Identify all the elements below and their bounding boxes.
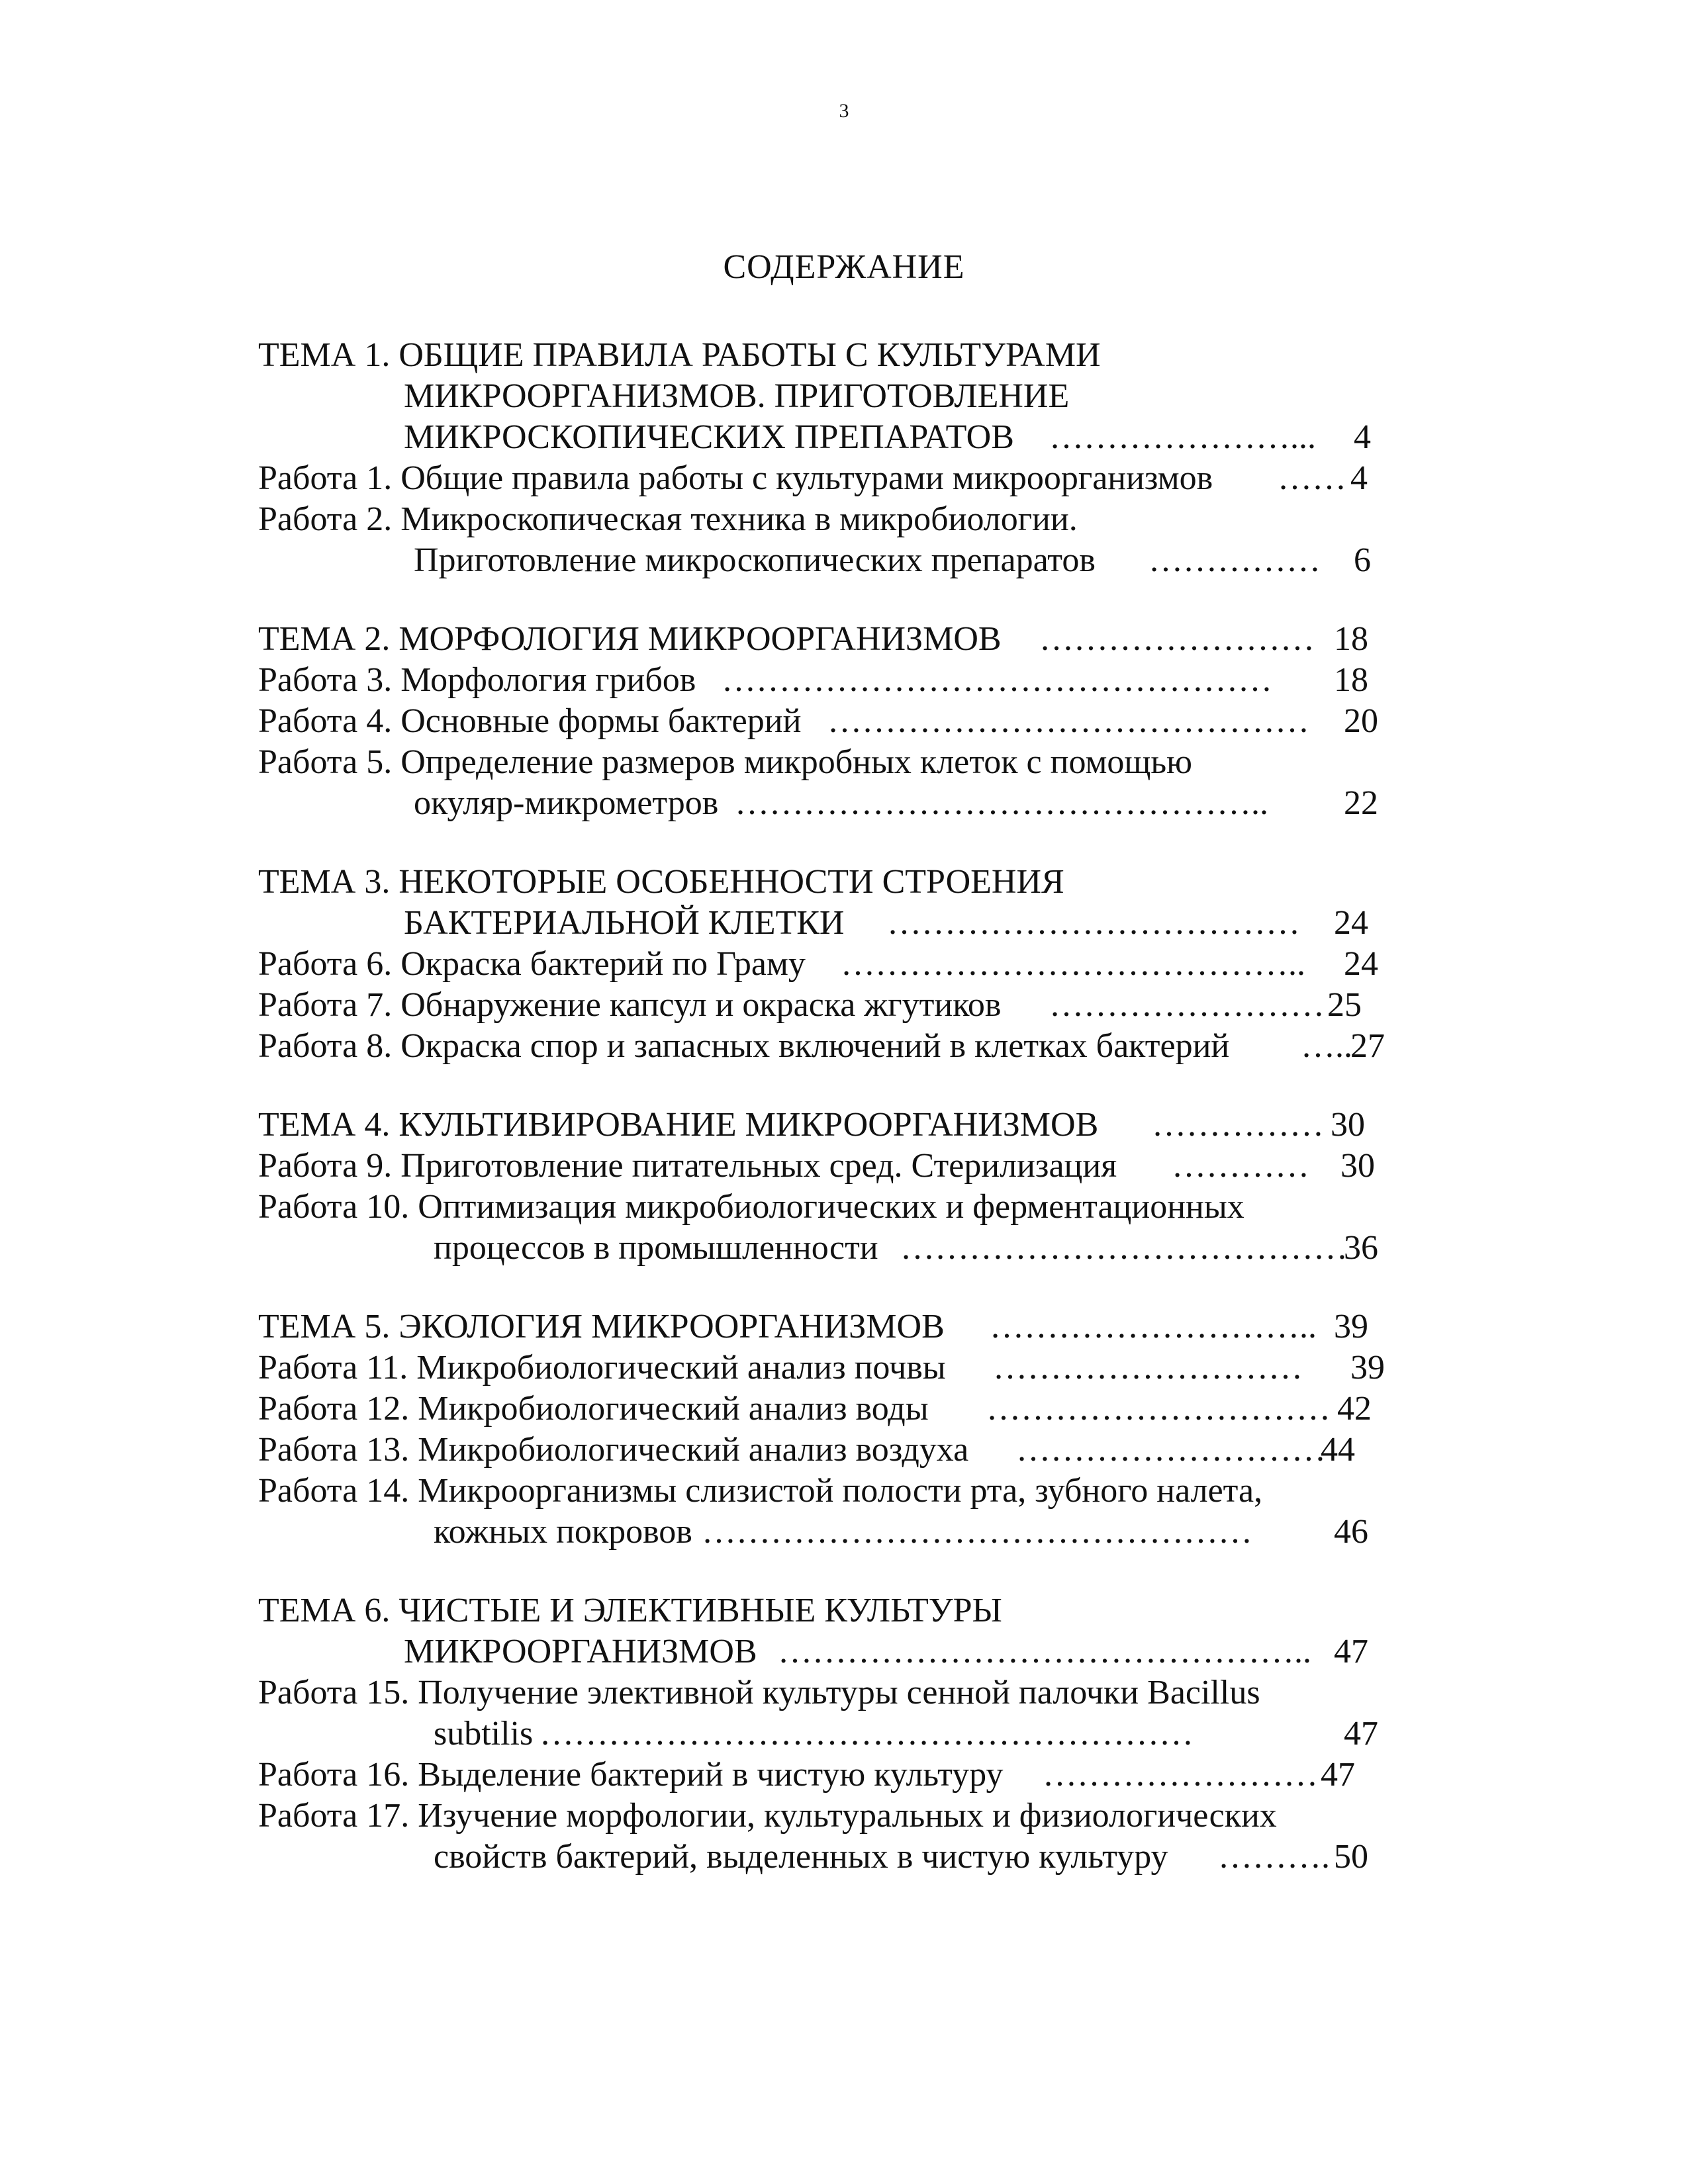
toc-line-text: ТЕМА 1. ОБЩИЕ ПРАВИЛА РАБОТЫ С КУЛЬТУРАМИ <box>258 336 1101 374</box>
toc-line <box>258 1388 1383 1430</box>
toc-line <box>258 741 1383 784</box>
toc-line <box>258 618 1383 660</box>
toc-line-text: Работа 14. Микроорганизмы слизистой полости рта, зубного налета, <box>258 1472 1263 1510</box>
toc-line-page: 44 <box>1321 1431 1355 1469</box>
toc-line-page: 47 <box>1334 1633 1368 1670</box>
toc-line <box>258 334 1383 377</box>
toc-line <box>258 1104 1383 1146</box>
toc-line-text: Работа 2. Микроскопическая техника в микробиологии. <box>258 500 1078 538</box>
toc-line-page: 20 <box>1344 702 1378 740</box>
toc-line <box>258 984 1383 1026</box>
toc-line <box>258 416 1383 459</box>
toc-line-leader: ………………………………… <box>900 1229 1348 1267</box>
toc-line <box>258 943 1383 985</box>
toc-title: СОДЕРЖАНИЕ <box>723 248 965 286</box>
toc-line-page: 42 <box>1337 1390 1372 1428</box>
toc-line-page: 18 <box>1334 620 1368 658</box>
toc-line <box>258 1754 1383 1796</box>
toc-line-page: 4 <box>1354 418 1371 456</box>
toc-line-leader: ………… <box>1172 1147 1309 1185</box>
toc-line-page: 24 <box>1334 904 1368 942</box>
toc-line-leader: ….. <box>1301 1027 1352 1065</box>
toc-line-page: 18 <box>1334 661 1368 699</box>
toc-line-page: 36 <box>1344 1229 1378 1267</box>
toc-line-text: БАКТЕРИАЛЬНОЙ КЛЕТКИ <box>404 904 845 942</box>
toc-line-text: процессов в промышленности <box>434 1229 878 1267</box>
toc-line-text: Работа 4. Основные формы бактерий <box>258 702 802 740</box>
toc-line-leader: ………………………………………… <box>722 661 1272 699</box>
toc-line-text: ТЕМА 3. НЕКОТОРЫЕ ОСОБЕННОСТИ СТРОЕНИЯ <box>258 863 1064 901</box>
toc-line-leader: ……………………………………….. <box>735 784 1268 822</box>
toc-line <box>258 1795 1383 1837</box>
toc-line <box>258 1511 1383 1553</box>
toc-line <box>258 902 1383 944</box>
toc-line <box>258 700 1383 743</box>
toc-line-page: 50 <box>1334 1838 1368 1876</box>
toc-line-leader: …………………… <box>1039 620 1315 658</box>
toc-line-leader: ………………………… <box>986 1390 1331 1428</box>
toc-line-page: 27 <box>1350 1027 1385 1065</box>
toc-line-leader: ………………………………….. <box>841 945 1305 983</box>
toc-line-text: Работа 16. Выделение бактерий в чистую культуру <box>258 1756 1004 1794</box>
toc-line-text: Работа 5. Определение размеров микробных клеток с помощью <box>258 743 1192 781</box>
toc-line-text: Работа 6. Окраска бактерий по Граму <box>258 945 806 983</box>
toc-line <box>258 1429 1383 1471</box>
toc-line <box>258 1631 1383 1673</box>
toc-line <box>258 1186 1383 1228</box>
toc-line-leader: …………………... <box>1049 418 1316 456</box>
toc-line <box>258 1590 1383 1632</box>
toc-line <box>258 1347 1383 1389</box>
toc-line-text: subtilis <box>434 1715 534 1752</box>
toc-line <box>258 1672 1383 1714</box>
toc-line-leader: …………………… <box>1043 1756 1318 1794</box>
toc-line-page: 46 <box>1334 1513 1368 1551</box>
toc-line <box>258 498 1383 541</box>
toc-line-text: Работа 17. Изучение морфологии, культуральных и физиологических <box>258 1797 1277 1835</box>
toc-line-leader: ………………………………………………… <box>539 1715 1194 1752</box>
toc-line-leader: …… <box>1278 459 1346 497</box>
toc-line-page: 47 <box>1344 1715 1378 1752</box>
toc-line <box>258 1713 1383 1755</box>
toc-line-page: 30 <box>1340 1147 1375 1185</box>
toc-line-page: 30 <box>1331 1106 1365 1144</box>
toc-line-text: Работа 3. Морфология грибов <box>258 661 696 699</box>
toc-line-leader: …………………………………… <box>827 702 1309 740</box>
toc-line-leader: ……………………………… <box>887 904 1300 942</box>
toc-line-leader: ……………………… <box>1016 1431 1326 1469</box>
toc-line-text: Работа 10. Оптимизация микробиологических и ферментационных <box>258 1188 1244 1226</box>
toc-line-leader: ……………………….. <box>990 1308 1317 1345</box>
toc-line-page: 47 <box>1321 1756 1355 1794</box>
toc-line <box>258 1025 1383 1068</box>
toc-line-leader: …………… <box>1149 541 1321 579</box>
toc-line <box>258 1227 1383 1269</box>
toc-line-leader: …………………… <box>1049 986 1325 1024</box>
toc-line <box>258 1836 1383 1878</box>
toc-line-text: Работа 12. Микробиологический анализ воды <box>258 1390 929 1428</box>
toc-line-page: 22 <box>1344 784 1378 822</box>
toc-line-text: ТЕМА 5. ЭКОЛОГИЯ МИКРООРГАНИЗМОВ <box>258 1308 945 1345</box>
toc-line <box>258 659 1383 702</box>
toc-line <box>258 861 1383 903</box>
toc-line-page: 4 <box>1350 459 1368 497</box>
toc-line-text: кожных покровов <box>434 1513 692 1551</box>
toc-line-text: Работа 8. Окраска спор и запасных включений в клетках бактерий <box>258 1027 1230 1065</box>
toc-line-leader: ………………………………………… <box>702 1513 1252 1551</box>
toc-line-page: 39 <box>1334 1308 1368 1345</box>
toc-line-page: 39 <box>1350 1349 1385 1387</box>
toc-line-text: окуляр-микрометров <box>414 784 719 822</box>
page-number: 3 <box>839 100 849 122</box>
toc-line-text: ТЕМА 6. ЧИСТЫЕ И ЭЛЕКТИВНЫЕ КУЛЬТУРЫ <box>258 1592 1002 1629</box>
toc-line-text: ТЕМА 2. МОРФОЛОГИЯ МИКРООРГАНИЗМОВ <box>258 620 1002 658</box>
toc-line <box>258 782 1383 825</box>
toc-line-text: Приготовление микроскопических препаратов <box>414 541 1096 579</box>
toc-line-text: Работа 7. Обнаружение капсул и окраска жгутиков <box>258 986 1002 1024</box>
toc-line-page: 25 <box>1327 986 1362 1024</box>
toc-line-page: 24 <box>1344 945 1378 983</box>
toc-line <box>258 1306 1383 1348</box>
toc-line-text: свойств бактерий, выделенных в чистую культуру <box>434 1838 1168 1876</box>
toc-line-text: МИКРООРГАНИЗМОВ. ПРИГОТОВЛЕНИЕ <box>404 377 1070 415</box>
toc-line-leader: ………. <box>1218 1838 1330 1876</box>
toc-line <box>258 457 1383 500</box>
toc-line-text: Работа 9. Приготовление питательных сред. Стерилизация <box>258 1147 1117 1185</box>
toc-line-leader: ……………………………………….. <box>778 1633 1311 1670</box>
toc-line-page: 6 <box>1354 541 1371 579</box>
toc-line-text: Работа 11. Микробиологический анализ почвы <box>258 1349 946 1387</box>
toc-line-text: МИКРООРГАНИЗМОВ <box>404 1633 757 1670</box>
toc-line-leader: …………… <box>1152 1106 1324 1144</box>
toc-line-text: Работа 15. Получение элективной культуры сенной палочки Bacillus <box>258 1674 1260 1711</box>
toc-line-text: ТЕМА 4. КУЛЬТИВИРОВАНИЕ МИКРООРГАНИЗМОВ <box>258 1106 1099 1144</box>
toc-line <box>258 375 1383 418</box>
toc-line <box>258 539 1383 582</box>
toc-line <box>258 1470 1383 1512</box>
toc-line <box>258 1145 1383 1187</box>
toc-line-text: Работа 1. Общие правила работы с культурами микроорганизмов <box>258 459 1213 497</box>
toc-line-text: МИКРОСКОПИЧЕСКИХ ПРЕПАРАТОВ <box>404 418 1014 456</box>
toc-line-leader: ……………………… <box>993 1349 1303 1387</box>
toc-line-text: Работа 13. Микробиологический анализ воздуха <box>258 1431 969 1469</box>
